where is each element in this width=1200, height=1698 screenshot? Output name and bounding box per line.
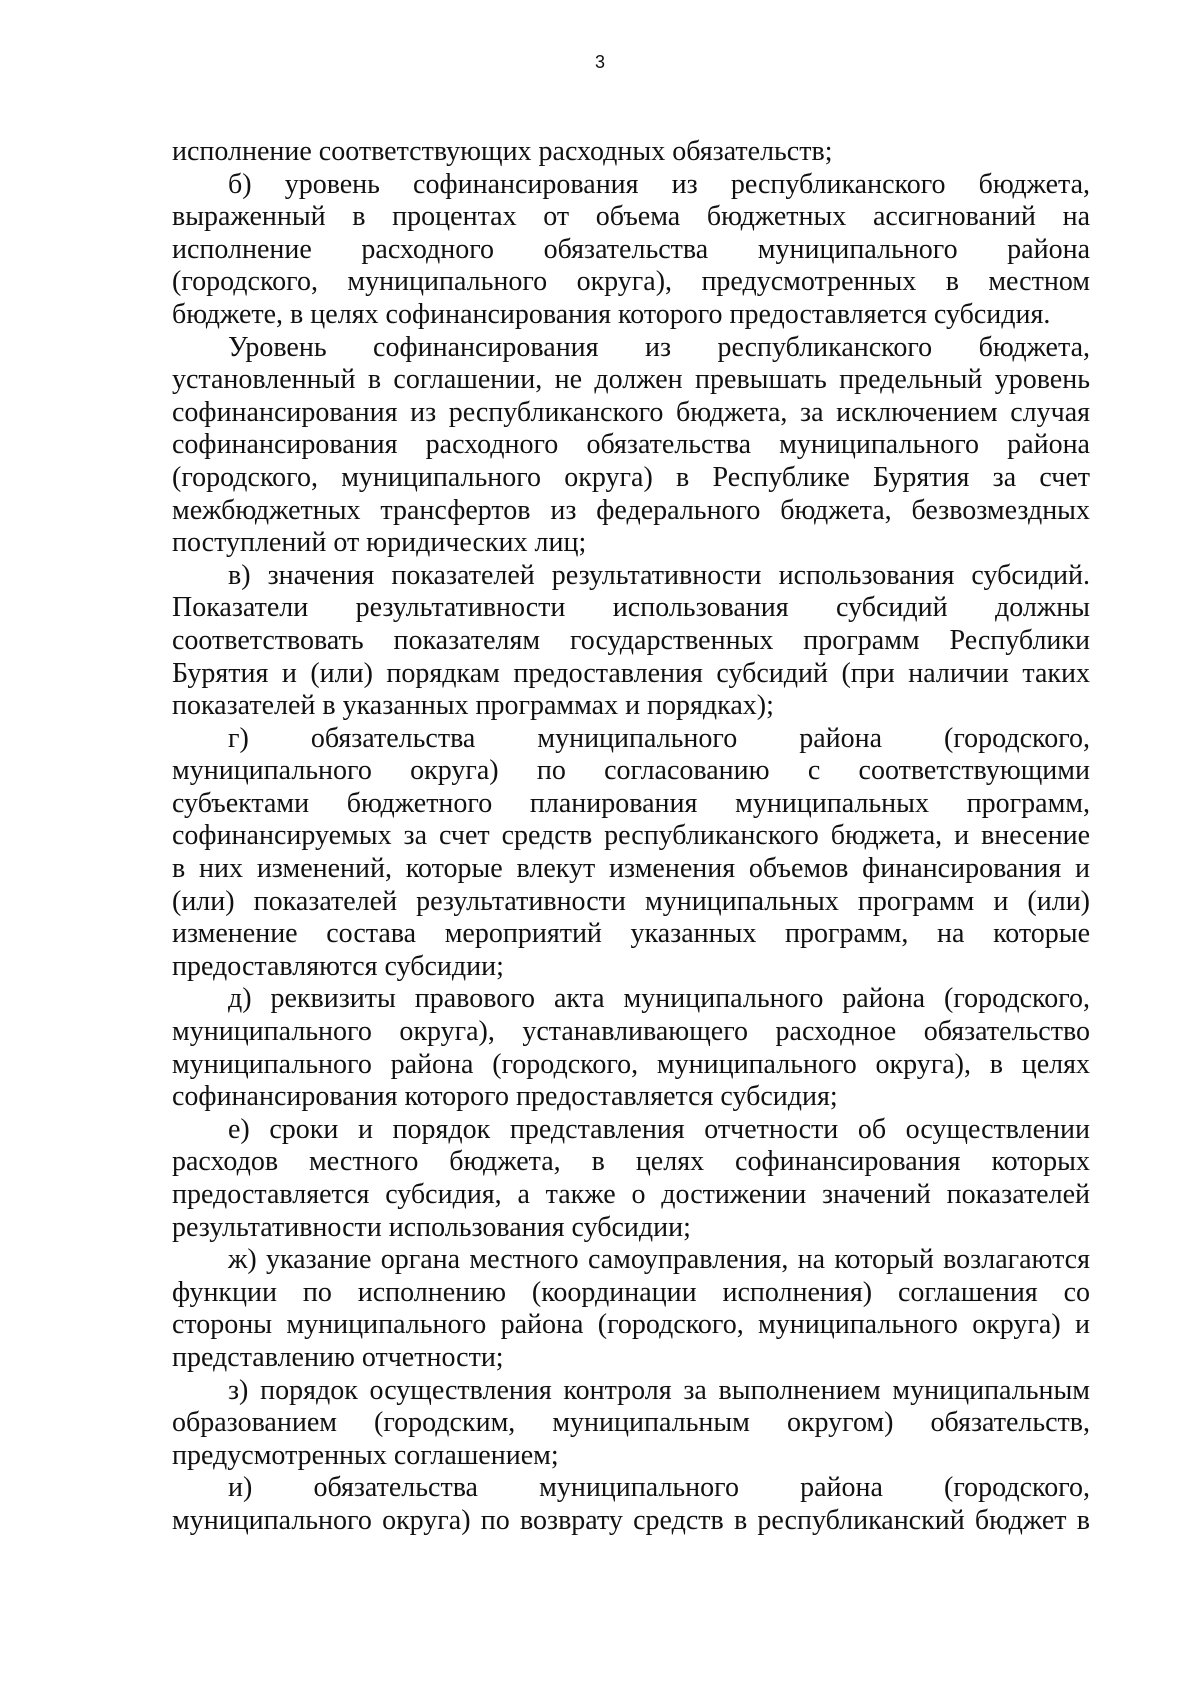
text-line: соответствовать показателям государственных программ Республики — [172, 624, 1090, 656]
text-line: поступлений от юридических лиц; — [172, 527, 587, 559]
text-line: установленный в соглашении, не должен превышать предельный уровень — [172, 364, 1090, 396]
text-line: ж) указание органа местного самоуправления, на который возлагаются — [228, 1244, 1090, 1276]
text-line: в них изменений, которые влекут изменения объемов финансирования и — [172, 853, 1090, 885]
text-line: софинансирования из республиканского бюджета, за исключением случая — [172, 396, 1090, 428]
text-line: субъектами бюджетного планирования муниципальных программ, — [172, 787, 1090, 819]
text-line: г) обязательства муниципального района (городского, — [228, 722, 1090, 754]
text-line: муниципального округа), устанавливающего расходное обязательство — [172, 1016, 1090, 1048]
text-line: Показатели результативности использования субсидий должны — [172, 592, 1090, 624]
text-line: предоставляются субсидии; — [172, 950, 504, 982]
text-line: предоставляется субсидия, а также о достижении значений показателей — [172, 1179, 1090, 1210]
text-line: представлению отчетности; — [172, 1341, 504, 1373]
text-line: исполнение расходного обязательства муниципального района — [172, 233, 1090, 265]
text-line: расходов местного бюджета, в целях софинансирования которых — [172, 1146, 1090, 1178]
text-line: (городского, муниципального округа), предусмотренных в местном — [172, 266, 1090, 298]
text-line: (городского, муниципального округа) в Республике Бурятия за счет — [172, 461, 1090, 493]
text-line: з) порядок осуществления контроля за выполнением муниципальным — [228, 1374, 1090, 1406]
text-line: Бурятия и (или) порядкам предоставления субсидий (при наличии таких — [172, 657, 1090, 689]
text-line: выраженный в процентах от объема бюджетных ассигнований на — [172, 201, 1090, 233]
text-line: софинансируемых за счет средств республиканского бюджета, и внесение — [172, 820, 1090, 852]
text-line: результативности использования субсидии; — [172, 1211, 691, 1243]
text-line: (или) показателей результативности муниципальных программ и (или) — [172, 885, 1090, 917]
text-line: муниципального округа) по возврату средств в республиканский бюджет в — [172, 1504, 1090, 1536]
text-line: д) реквизиты правового акта муниципального района (городского, — [228, 983, 1090, 1015]
text-line: и) обязательства муниципального района (городского, — [228, 1472, 1090, 1504]
text-line: функции по исполнению (координации исполнения) соглашения со — [172, 1276, 1090, 1308]
text-line: муниципального района (городского, муниципального округа), в целях — [172, 1048, 1090, 1080]
document-body — [172, 136, 1090, 1538]
text-line: образованием (городским, муниципальным округом) обязательств, — [172, 1407, 1090, 1439]
text-line: межбюджетных трансфертов из федерального бюджета, безвозмездных — [172, 494, 1090, 526]
text-line: стороны муниципального района (городского, муниципального округа) и — [172, 1309, 1090, 1341]
text-line: изменение состава мероприятий указанных программ, на которые — [172, 918, 1090, 950]
text-line: предусмотренных соглашением; — [172, 1439, 559, 1471]
text-line: Уровень софинансирования из республиканского бюджета, — [228, 331, 1090, 363]
page-number: 3 — [594, 52, 605, 72]
text-line: муниципального округа) по согласованию с соответствующими — [172, 755, 1090, 787]
text-line: показателей в указанных программах и порядках); — [172, 690, 774, 722]
text-line: е) сроки и порядок представления отчетности об осуществлении — [228, 1113, 1090, 1145]
text-line: в) значения показателей результативности использования субсидий. — [228, 559, 1090, 591]
text-line: б) уровень софинансирования из республиканского бюджета, — [228, 168, 1090, 200]
text-line: софинансирования которого предоставляется субсидия; — [172, 1081, 838, 1113]
text-line: исполнение соответствующих расходных обязательств; — [172, 136, 833, 167]
text-line: софинансирования расходного обязательства муниципального района — [172, 429, 1090, 461]
text-line: бюджете, в целях софинансирования которого предоставляется субсидия. — [172, 298, 1051, 330]
